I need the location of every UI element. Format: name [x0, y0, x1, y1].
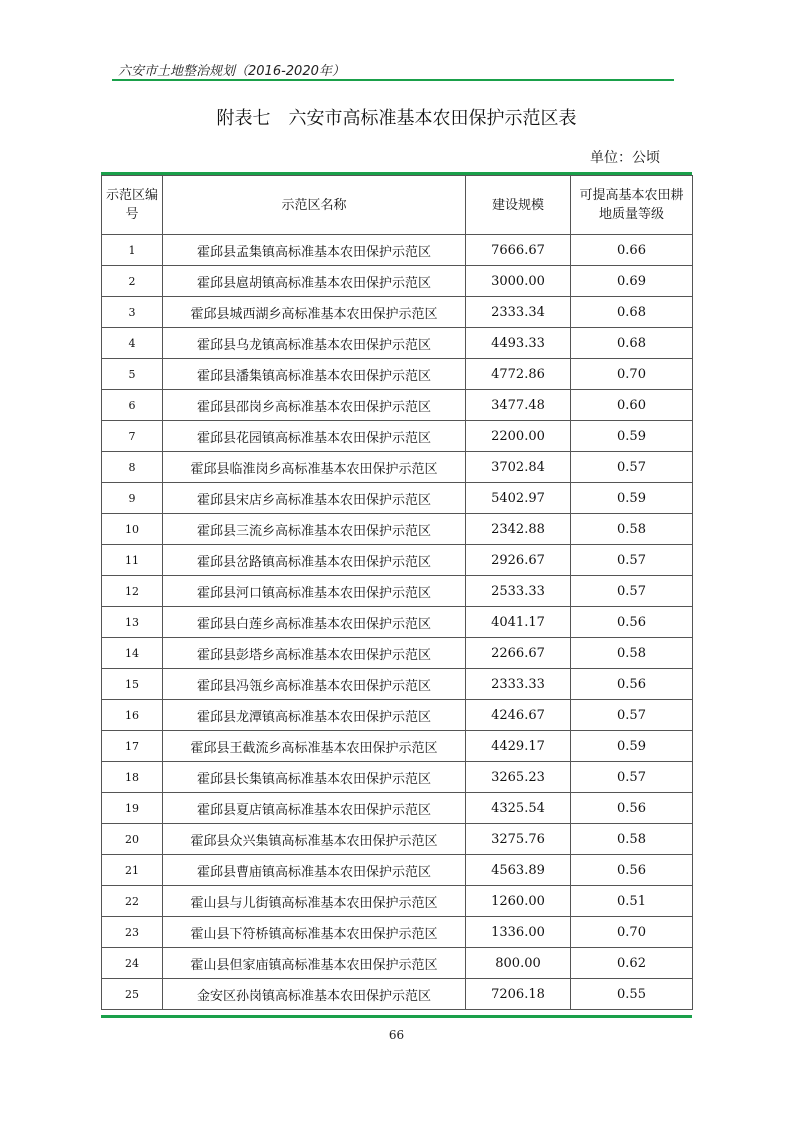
cell-quality-grade: 0.56	[571, 793, 693, 824]
cell-area-no: 17	[102, 731, 163, 762]
cell-area-name: 霍邱县潘集镇高标准基本农田保护示范区	[163, 359, 466, 390]
cell-area-no: 15	[102, 669, 163, 700]
cell-quality-grade: 0.56	[571, 669, 693, 700]
cell-construction-scale: 1260.00	[466, 886, 571, 917]
cell-quality-grade: 0.56	[571, 855, 693, 886]
table-row	[102, 452, 693, 483]
cell-area-name: 霍邱县河口镇高标准基本农田保护示范区	[163, 576, 466, 607]
table-row	[102, 328, 693, 359]
cell-construction-scale: 800.00	[466, 948, 571, 979]
cell-area-no: 22	[102, 886, 163, 917]
cell-quality-grade: 0.56	[571, 607, 693, 638]
cell-quality-grade: 0.57	[571, 452, 693, 483]
table-header-row	[102, 176, 693, 235]
cell-construction-scale: 2926.67	[466, 545, 571, 576]
cell-construction-scale: 2200.00	[466, 421, 571, 452]
cell-area-no: 5	[102, 359, 163, 390]
cell-quality-grade: 0.57	[571, 700, 693, 731]
cell-construction-scale: 7666.67	[466, 235, 571, 266]
cell-area-no: 24	[102, 948, 163, 979]
cell-area-name: 霍邱县三流乡高标准基本农田保护示范区	[163, 514, 466, 545]
cell-area-name: 霍邱县宋店乡高标准基本农田保护示范区	[163, 483, 466, 514]
table-title: 附表七 六安市高标准基本农田保护示范区表	[216, 108, 577, 129]
cell-construction-scale: 3477.48	[466, 390, 571, 421]
cell-area-no: 19	[102, 793, 163, 824]
table-row	[102, 390, 693, 421]
header-construction-scale: 建设规模	[466, 176, 571, 235]
cell-quality-grade: 0.55	[571, 979, 693, 1010]
header-area-name: 示范区名称	[163, 176, 466, 235]
cell-area-name: 霍邱县城西湖乡高标准基本农田保护示范区	[163, 297, 466, 328]
table-row	[102, 731, 693, 762]
table-row	[102, 266, 693, 297]
cell-area-no: 11	[102, 545, 163, 576]
cell-area-name: 霍邱县孟集镇高标准基本农田保护示范区	[163, 235, 466, 266]
cell-quality-grade: 0.66	[571, 235, 693, 266]
cell-quality-grade: 0.68	[571, 297, 693, 328]
cell-area-name: 霍邱县彭塔乡高标准基本农田保护示范区	[163, 638, 466, 669]
cell-area-no: 14	[102, 638, 163, 669]
table-row	[102, 855, 693, 886]
cell-construction-scale: 4325.54	[466, 793, 571, 824]
cell-area-no: 23	[102, 917, 163, 948]
demonstration-area-table	[101, 175, 693, 1010]
cell-construction-scale: 4493.33	[466, 328, 571, 359]
table-row	[102, 669, 693, 700]
cell-area-no: 3	[102, 297, 163, 328]
cell-construction-scale: 2533.33	[466, 576, 571, 607]
cell-area-name: 霍山县下符桥镇高标准基本农田保护示范区	[163, 917, 466, 948]
cell-quality-grade: 0.57	[571, 762, 693, 793]
cell-quality-grade: 0.59	[571, 731, 693, 762]
cell-construction-scale: 3000.00	[466, 266, 571, 297]
cell-quality-grade: 0.70	[571, 359, 693, 390]
cell-area-no: 12	[102, 576, 163, 607]
table-row	[102, 824, 693, 855]
cell-area-name: 霍邱县邵岗乡高标准基本农田保护示范区	[163, 390, 466, 421]
cell-area-name: 霍邱县扈胡镇高标准基本农田保护示范区	[163, 266, 466, 297]
header-area-no: 示范区编号	[102, 176, 163, 235]
table-row	[102, 793, 693, 824]
table-row	[102, 948, 693, 979]
table-row	[102, 762, 693, 793]
cell-construction-scale: 3275.76	[466, 824, 571, 855]
cell-quality-grade: 0.68	[571, 328, 693, 359]
cell-area-no: 9	[102, 483, 163, 514]
cell-area-no: 1	[102, 235, 163, 266]
cell-area-no: 6	[102, 390, 163, 421]
cell-quality-grade: 0.58	[571, 514, 693, 545]
cell-area-no: 4	[102, 328, 163, 359]
cell-area-name: 霍邱县夏店镇高标准基本农田保护示范区	[163, 793, 466, 824]
cell-area-no: 21	[102, 855, 163, 886]
cell-construction-scale: 2342.88	[466, 514, 571, 545]
table-row	[102, 917, 693, 948]
cell-area-no: 8	[102, 452, 163, 483]
table-row	[102, 514, 693, 545]
running-header: 六安市土地整治规划（2016-2020年）	[118, 64, 345, 79]
cell-area-name: 霍邱县白莲乡高标准基本农田保护示范区	[163, 607, 466, 638]
cell-area-name: 霍邱县众兴集镇高标准基本农田保护示范区	[163, 824, 466, 855]
cell-construction-scale: 1336.00	[466, 917, 571, 948]
cell-area-name: 霍邱县冯瓴乡高标准基本农田保护示范区	[163, 669, 466, 700]
cell-construction-scale: 4772.86	[466, 359, 571, 390]
cell-quality-grade: 0.57	[571, 576, 693, 607]
cell-area-no: 20	[102, 824, 163, 855]
table-row	[102, 886, 693, 917]
page-number: 66	[388, 1028, 405, 1042]
table-row	[102, 979, 693, 1010]
cell-quality-grade: 0.70	[571, 917, 693, 948]
cell-construction-scale: 3265.23	[466, 762, 571, 793]
cell-construction-scale: 5402.97	[466, 483, 571, 514]
cell-quality-grade: 0.58	[571, 638, 693, 669]
cell-quality-grade: 0.51	[571, 886, 693, 917]
cell-construction-scale: 4246.67	[466, 700, 571, 731]
cell-area-no: 10	[102, 514, 163, 545]
cell-area-name: 霍邱县曹庙镇高标准基本农田保护示范区	[163, 855, 466, 886]
header-rule	[112, 79, 674, 81]
cell-quality-grade: 0.59	[571, 483, 693, 514]
header-quality-grade: 可提高基本农田耕地质量等级	[571, 176, 693, 235]
table-bottom-rule	[101, 1015, 692, 1018]
cell-quality-grade: 0.60	[571, 390, 693, 421]
cell-area-name: 霍邱县王截流乡高标准基本农田保护示范区	[163, 731, 466, 762]
table-row	[102, 483, 693, 514]
cell-quality-grade: 0.58	[571, 824, 693, 855]
cell-construction-scale: 4563.89	[466, 855, 571, 886]
cell-construction-scale: 4429.17	[466, 731, 571, 762]
unit-label: 单位：公顷	[590, 150, 660, 166]
cell-area-no: 2	[102, 266, 163, 297]
cell-quality-grade: 0.69	[571, 266, 693, 297]
cell-construction-scale: 2333.33	[466, 669, 571, 700]
table-row	[102, 700, 693, 731]
cell-construction-scale: 2333.34	[466, 297, 571, 328]
table-row	[102, 576, 693, 607]
table-row	[102, 359, 693, 390]
cell-area-no: 13	[102, 607, 163, 638]
table-row	[102, 607, 693, 638]
cell-area-name: 霍邱县花园镇高标准基本农田保护示范区	[163, 421, 466, 452]
cell-area-no: 18	[102, 762, 163, 793]
table-row	[102, 545, 693, 576]
cell-area-name: 霍邱县岔路镇高标准基本农田保护示范区	[163, 545, 466, 576]
cell-construction-scale: 3702.84	[466, 452, 571, 483]
cell-quality-grade: 0.57	[571, 545, 693, 576]
cell-area-no: 25	[102, 979, 163, 1010]
cell-area-name: 金安区孙岗镇高标准基本农田保护示范区	[163, 979, 466, 1010]
cell-construction-scale: 4041.17	[466, 607, 571, 638]
cell-area-name: 霍邱县临淮岗乡高标准基本农田保护示范区	[163, 452, 466, 483]
cell-construction-scale: 2266.67	[466, 638, 571, 669]
cell-area-no: 7	[102, 421, 163, 452]
table-body	[102, 235, 693, 1010]
table-row	[102, 421, 693, 452]
cell-area-name: 霍山县与儿街镇高标准基本农田保护示范区	[163, 886, 466, 917]
table-row	[102, 297, 693, 328]
cell-construction-scale: 7206.18	[466, 979, 571, 1010]
table-row	[102, 235, 693, 266]
cell-area-name: 霍邱县龙潭镇高标准基本农田保护示范区	[163, 700, 466, 731]
cell-area-name: 霍山县但家庙镇高标准基本农田保护示范区	[163, 948, 466, 979]
cell-area-no: 16	[102, 700, 163, 731]
cell-quality-grade: 0.59	[571, 421, 693, 452]
table-row	[102, 638, 693, 669]
cell-quality-grade: 0.62	[571, 948, 693, 979]
cell-area-name: 霍邱县乌龙镇高标准基本农田保护示范区	[163, 328, 466, 359]
cell-area-name: 霍邱县长集镇高标准基本农田保护示范区	[163, 762, 466, 793]
